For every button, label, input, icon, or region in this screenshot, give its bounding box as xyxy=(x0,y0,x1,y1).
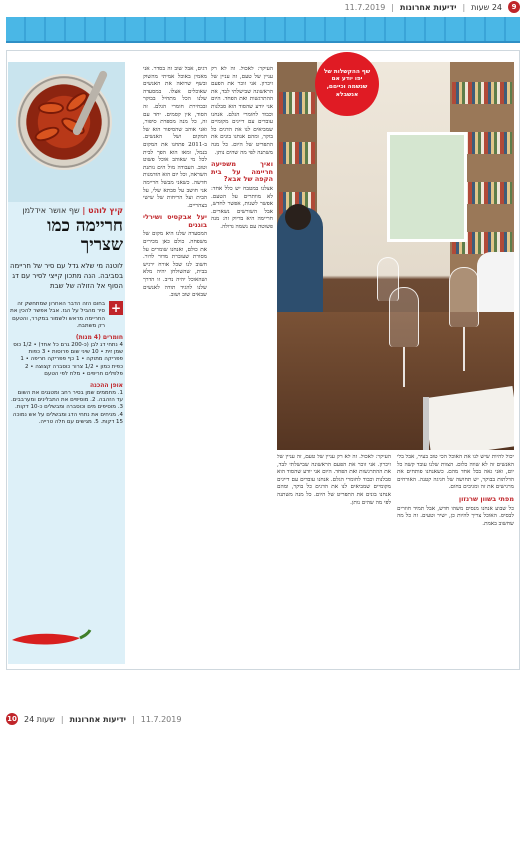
column-subheading: מפתי בשוון שרנזון xyxy=(458,494,514,503)
article-column-3 xyxy=(277,454,391,658)
diner-head xyxy=(285,204,311,230)
recipe-intro: בחום הזה הדבר האחרון שמתחשק זה סיר מהביל על הגז. אבל אפשר להכין את החריימה מראש ולשמור במקרר, והטעם רק משתבח. xyxy=(10,301,105,330)
issue-date: 11.7.2019 xyxy=(140,714,182,724)
fish-piece xyxy=(38,102,64,114)
books-row xyxy=(452,82,512,104)
next-page-header xyxy=(6,712,520,726)
issue-date: 11.7.2019 xyxy=(344,2,386,12)
recipe-content xyxy=(10,206,123,658)
quote-badge: שף ההקשלות של יפו יודע אם שנשמה וכייםם, אנשבלא xyxy=(315,52,379,116)
napkin xyxy=(423,386,514,450)
column-text: העיקר: לאכול. זה לא רק עניין של טעם, זה עניין של זיכרון. אני זוכר את הפעם הראשונה שבישלתי לבד, את ההתרגשות ואת הפחד. היום אני יודע שהסוד הוא סבלנות וכבוד לחומרי הגלם. אנחנו עובדים עם דייגים מקומיים שמביאים לנו את הדגים כל בוקר, ומהם אנחנו בונים את התפריט של היום. כל מנה משתנה לפי מה שהים נותן. xyxy=(277,454,391,506)
recipe-kicker: קיץ לוהט | שף אושר אידלמן xyxy=(22,206,123,215)
glass-stem xyxy=(403,347,405,387)
blue-banner xyxy=(6,17,520,43)
column-subheading: יעל אבקסיס ושירלי בוגנים xyxy=(143,213,207,229)
ingredients-list: 4 נתחי דג לבן (כ-200 גרם כל אחד) • 1/2 כוס שמן זית • 10 שיני שום פרוסות • 3 כפות פפריקה מתוקה • 1 כף פפריקה חריפה • 1 כפית כמון • 1/2 צרור כוסברה קצוצה • 2 פלפלים חריפים • מלח לפי הטעם xyxy=(13,341,123,378)
brand-name: ידיעות אחרונות xyxy=(399,2,457,12)
food-photo xyxy=(8,62,125,202)
books-row xyxy=(279,142,315,164)
section-name: 24 שעות xyxy=(471,2,502,12)
column-text: המסעדה שלנו היא מקום של משפחה. כולם כאן מכירים את כולם, ואנחנו שומרים על מסורת שעוברת מדור לדור. חשוב לנו שכל אורח ירגיש בבית, שהשולחן יהיה מלא ושהאוכל יהיה נדיב. זו הדרך שלנו להגיד תודה לאנשים שבאים שוב ושוב. xyxy=(143,231,207,299)
ingredients-heading: חומרים (4 מנות) xyxy=(75,333,123,341)
prep-heading: אופן ההכנה xyxy=(89,381,123,389)
column-text: העיקר: לאכול. זה לא רק עניין של טעם, זה עניין של זיכרון. אני זוכר את הפעם הראשונה שבישלתי לבד, את ההתרגשות ואת הפחד. היום אני יודע שהסוד הוא סבלנות וכבוד לחומרי הגלם. אנחנו עובדים עם דייגים מקומיים שמביאים לנו את הדגים כל בוקר, ומהם אנחנו בונים את התפריט של היום. כל מנה משתנה לפי מה שהים נותן. xyxy=(211,66,273,156)
column-text: יכול להיות שיש לנו את האוכל הכי טוב בעיר, אבל בלי האנשים זה לא שווה כלום. הצוות שלנו עובד קשה כל יום, ואני גאה בכל אחד מהם. כשאנחנו פותחים את הדלתות בבוקר, יש תחושה של חגיגה קטנה. האורחים מרגישים את זה ומגיבים בחום. xyxy=(397,454,514,491)
plus-icon: + xyxy=(110,301,122,315)
column-text: דגים, אבל שוב זה בסדר. אני מאמין באוכל אמיתי מהשוק ובשף שרואה את האנשים שאוכלים אצלו. במסעדה שלנו הכל מתחיל בבוקר ובבחירת חומרי הגלם. זה הסוד, אין קסמים. יחד עם זה, כל מנה מספרת סיפור, ואני אוהב שהסיפור הוא של המקום ושל האנשים. ב-2011 פתחנו את המקום בנמל, ומאז הוא הפך לבית לכל מי שאוהב אוכל פשוט וטוב. העבודה מול הים נותנת השראה, וכל יום הוא הזדמנות חדשה. כשאני מבשל חריימה אני חושב על סבתא שלי, על הבית ועל הריחות של שישי בצהריים. xyxy=(143,66,207,209)
wine-glass xyxy=(377,257,399,301)
prep-steps: 1. מחממים שמן בסיר רחב ומטגנים את השום עד הזהבה. 2. מוסיפים את התבלינים ומערבבים. 3. מוסיפים מים וכוסברה ומבשלים כ-10 דקות. 4. מניחים את נתחי הדג ומבשלים על אש נמוכה 15 דקות. 5. מגישים עם חלה טרייה. xyxy=(10,389,123,426)
header-separator: | xyxy=(462,2,466,12)
fork xyxy=(423,397,429,450)
article-column-4 xyxy=(397,454,514,658)
kicker-label: קיץ לוהט xyxy=(88,206,123,215)
recipe-box xyxy=(10,301,123,331)
page-number-badge: 9 xyxy=(508,1,520,13)
header-separator: | xyxy=(132,714,135,724)
column-text: כל שבוע אנחנו מנסים משהו חדש, אבל תמיד חוזרים לבסיס. האוכל צריך להיות כן, ישיר וטעים. זה כל מה שחשוב באמת. xyxy=(397,505,514,527)
glass-stem xyxy=(463,327,465,371)
recipe-title: חריימה כמו שצריך xyxy=(47,216,123,255)
chili-pepper-icon xyxy=(8,628,92,650)
section-name: 24 שעות xyxy=(24,714,55,724)
column-text: אצלנו במטבח יש כלל אחד: לא מוותרים על הטעם. אפשר לשנות, אפשר לחדש, אבל השורשים נשארים. חריימה היא בדיוק זה: מנה פשוטה עם נשמה גדולה. xyxy=(211,185,273,230)
restaurant-photo xyxy=(277,62,514,450)
next-page xyxy=(6,678,520,859)
header-separator: | xyxy=(391,2,394,12)
page-header xyxy=(6,0,520,14)
column-subheading: ואיך משפיעה חריימה על בית הקפה של אבא? xyxy=(211,160,273,184)
article-column-2 xyxy=(211,66,273,658)
recipe-subtitle: לוטנה מי שלא גדל עם סיר של חריימה בסביבה. הנה מתכון קייצי לסיר עם דג הסוף אל הזולה של שבת xyxy=(9,262,123,290)
books-row xyxy=(279,92,315,114)
article-column-1 xyxy=(143,66,207,658)
brand-name: ידיעות אחרונות xyxy=(69,714,127,724)
window xyxy=(387,132,467,242)
header-separator: | xyxy=(60,714,64,724)
wine-glass xyxy=(449,267,479,327)
chef-name: שף אושר אידלמן xyxy=(22,206,80,215)
page-number-badge: 10 xyxy=(7,715,17,723)
